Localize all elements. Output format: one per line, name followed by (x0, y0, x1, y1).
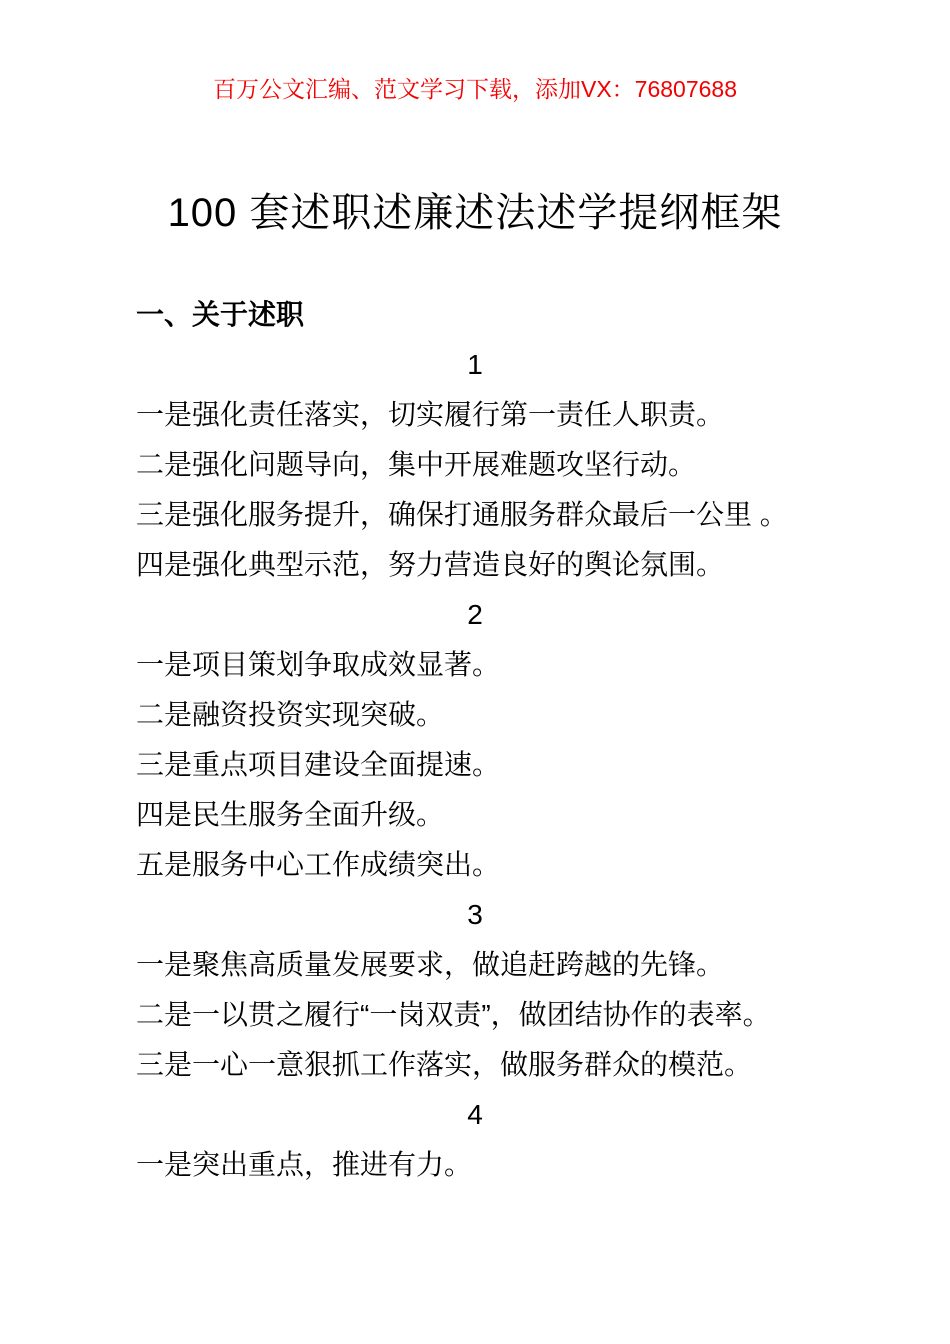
outline-line: 四是民生服务全面升级。 (136, 799, 445, 830)
outline-line: 二是融资投资实现突破。 (136, 699, 445, 730)
outline-content (136, 340, 814, 1190)
outline-line: 五是服务中心工作成绩突出。 (136, 849, 501, 880)
watermark-notice: 百万公文汇编、范文学习下载，添加VX：76807688 (212, 76, 737, 102)
outline-line: 四是强化典型示范，努力营造良好的舆论氛围。 (136, 549, 725, 580)
outline-line: 一是聚焦高质量发展要求，做追赶跨越的先锋。 (136, 949, 725, 980)
outline-line: 一是项目策划争取成效显著。 (136, 649, 501, 680)
outline-line: 三是强化服务提升，确保打通服务群众最后一公里 。 (136, 499, 788, 530)
outline-line: 一是突出重点，推进有力。 (136, 1149, 473, 1180)
group-number: 3 (467, 899, 483, 930)
outline-line: 二是强化问题导向，集中开展难题攻坚行动。 (136, 449, 697, 480)
section-heading: 一、关于述职 (136, 299, 305, 330)
group-number: 4 (467, 1099, 483, 1130)
group-number: 2 (467, 599, 483, 630)
document-title: 100 套述职述廉述法述学提纲框架 (167, 191, 783, 235)
group-number: 1 (467, 349, 483, 380)
outline-line: 三是重点项目建设全面提速。 (136, 749, 501, 780)
outline-line: 三是一心一意狠抓工作落实，做服务群众的模范。 (136, 1049, 753, 1080)
outline-line: 二是一以贯之履行“一岗双责”，做团结协作的表率。 (136, 999, 771, 1030)
outline-line: 一是强化责任落实，切实履行第一责任人职责。 (136, 399, 725, 430)
